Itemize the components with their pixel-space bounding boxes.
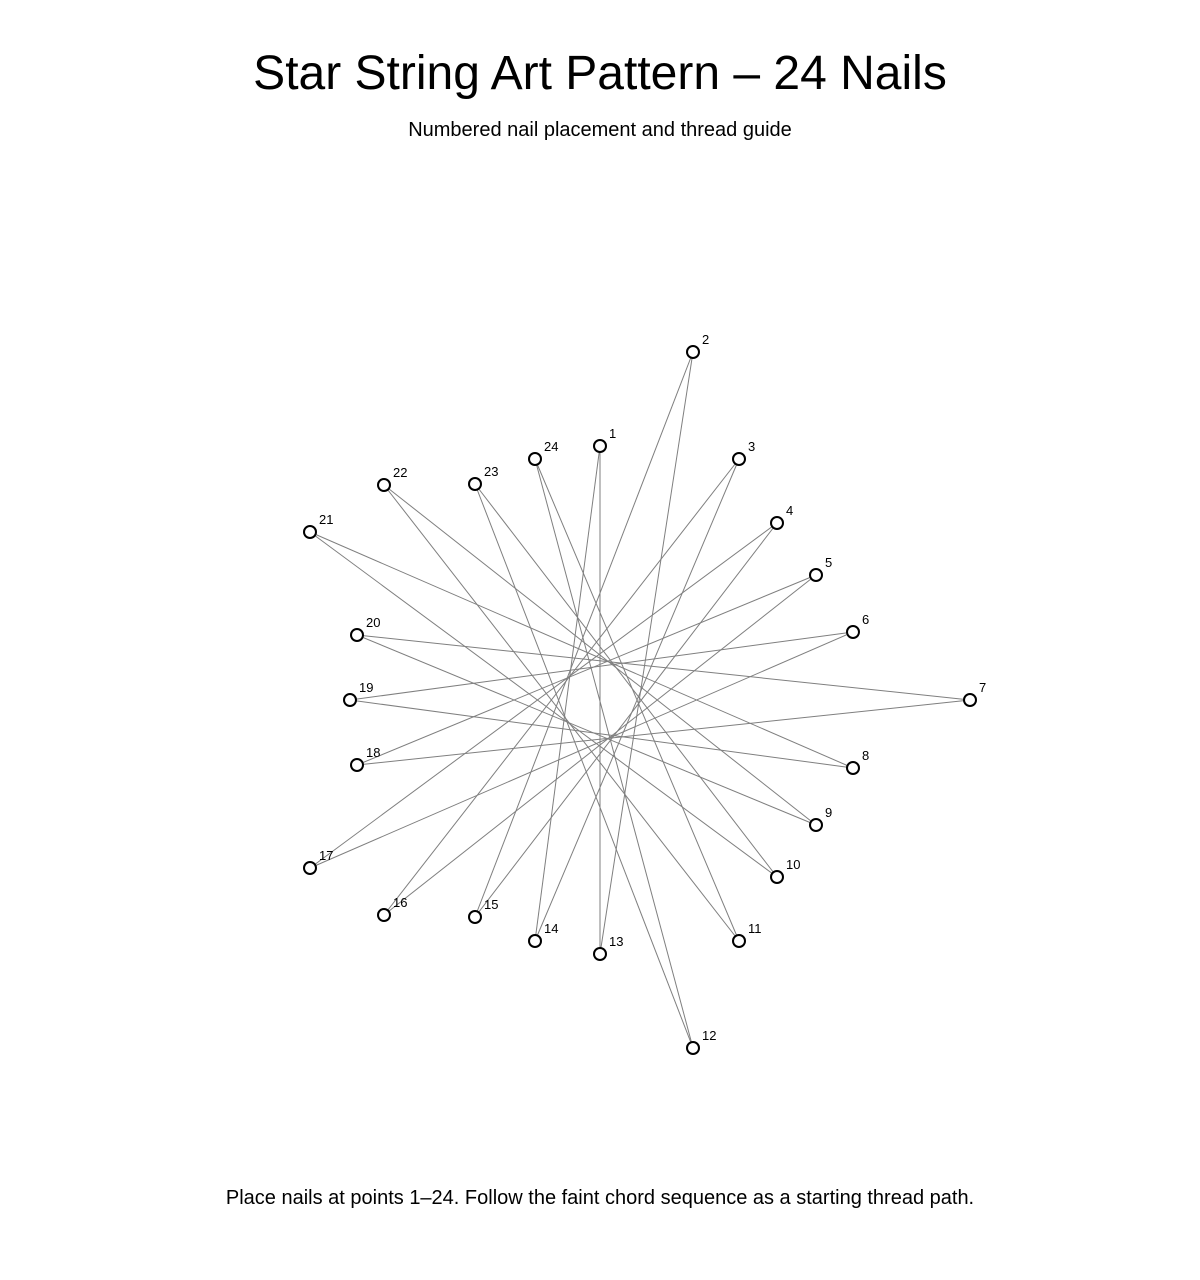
nail-6: [847, 626, 859, 638]
nail-label-15: 15: [484, 897, 499, 912]
nail-label-20: 20: [366, 615, 381, 630]
nail-label-12: 12: [702, 1028, 717, 1043]
nail-21: [304, 526, 316, 538]
nail-11: [733, 935, 745, 947]
thread-chord-1-14: [535, 446, 600, 941]
nail-label-8: 8: [862, 748, 870, 763]
thread-chord-10-23: [475, 484, 777, 877]
nail-label-4: 4: [786, 503, 794, 518]
nail-12: [687, 1042, 699, 1054]
nail-3: [733, 453, 745, 465]
page-title: Star String Art Pattern – 24 Nails: [253, 47, 947, 100]
nail-label-2: 2: [702, 332, 710, 347]
nail-label-3: 3: [748, 439, 756, 454]
nail-label-24: 24: [544, 439, 559, 454]
nail-labels-layer: [319, 332, 986, 1043]
nail-label-11: 11: [748, 921, 762, 936]
thread-chord-2-15: [475, 352, 693, 917]
nail-4: [771, 517, 783, 529]
thread-chord-12-24: [535, 459, 693, 1048]
nail-8: [847, 762, 859, 774]
nails-layer: [304, 346, 976, 1054]
footer-note: Place nails at points 1–24. Follow the faint chord sequence as a starting thread path.: [225, 1187, 975, 1209]
thread-chord-4-15: [475, 523, 777, 917]
nail-24: [529, 453, 541, 465]
nail-label-1: 1: [609, 426, 617, 441]
nail-label-7: 7: [979, 680, 987, 695]
nail-label-19: 19: [359, 680, 374, 695]
nail-17: [304, 862, 316, 874]
nail-18: [351, 759, 363, 771]
threads-layer: [310, 352, 970, 1048]
thread-chord-7-20: [357, 635, 970, 700]
nail-label-14: 14: [544, 921, 559, 936]
nail-1: [594, 440, 606, 452]
nail-14: [529, 935, 541, 947]
nail-22: [378, 479, 390, 491]
nail-label-23: 23: [484, 464, 499, 479]
nail-label-16: 16: [393, 895, 408, 910]
nail-label-17: 17: [319, 848, 334, 863]
thread-chord-7-18: [357, 700, 970, 765]
nail-20: [351, 629, 363, 641]
nail-15: [469, 911, 481, 923]
nail-23: [469, 478, 481, 490]
nail-13: [594, 948, 606, 960]
page-subtitle: Numbered nail placement and thread guide: [408, 119, 792, 141]
nail-2: [687, 346, 699, 358]
nail-label-13: 13: [609, 934, 624, 949]
nail-label-18: 18: [366, 745, 381, 760]
nail-10: [771, 871, 783, 883]
nail-label-6: 6: [862, 612, 870, 627]
nail-9: [810, 819, 822, 831]
nail-label-22: 22: [393, 465, 408, 480]
nail-19: [344, 694, 356, 706]
nail-label-9: 9: [825, 805, 833, 820]
nail-5: [810, 569, 822, 581]
nail-label-21: 21: [319, 512, 334, 527]
nail-label-10: 10: [786, 857, 801, 872]
nail-label-5: 5: [825, 555, 833, 570]
nail-7: [964, 694, 976, 706]
nail-16: [378, 909, 390, 921]
